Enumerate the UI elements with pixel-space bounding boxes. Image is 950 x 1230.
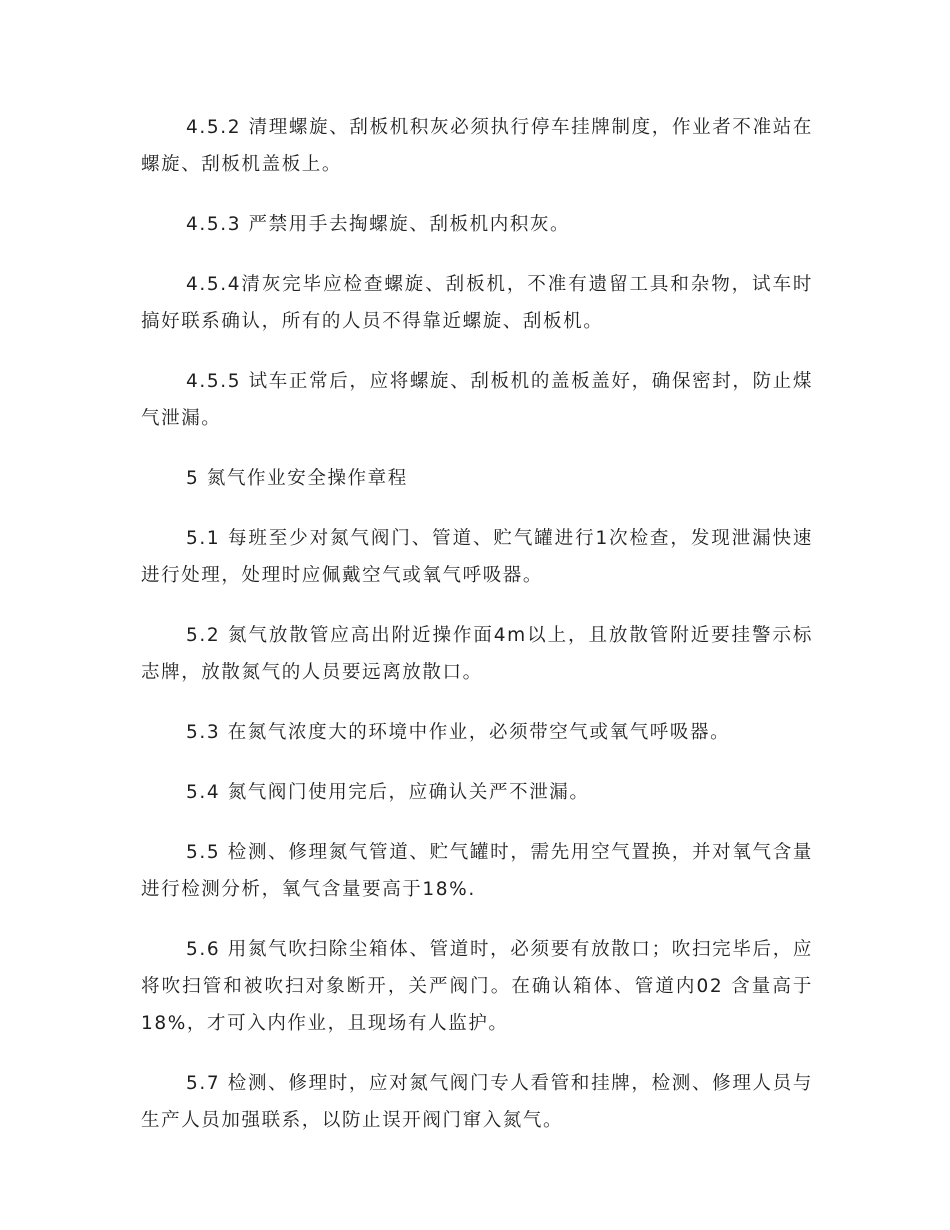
paragraph-4-5-3: 4.5.3 严禁用手去掏螺旋、刮板机内积灰。 bbox=[186, 214, 571, 235]
paragraph-4-5-4: 4.5.4清灰完毕应检查螺旋、刮板机，不准有遗留工具和杂物，试车时搞好联系确认，所有的人员不得靠近螺旋、刮板机。 bbox=[141, 274, 813, 332]
paragraph-5-7: 5.7 检测、修理时，应对氮气阀门专人看管和挂牌，检测、修理人员与生产人员加强联系，以防止误开阀门窜入氮气。 bbox=[141, 1073, 813, 1131]
paragraph-5-6: 5.6 用氮气吹扫除尘箱体、管道时，必须要有放散口；吹扫完毕后，应将吹扫管和被吹扫对象断开，关严阀门。在确认箱体、管道内02 含量高于18%，才可入内作业，且现场有人监护。 bbox=[141, 939, 813, 1034]
paragraph-5-3: 5.3 在氮气浓度大的环境中作业，必须带空气或氧气呼吸器。 bbox=[186, 722, 731, 743]
section-heading-5: 5 氮气作业安全操作章程 bbox=[186, 468, 408, 489]
paragraph-5-5: 5.5 检测、修理氮气管道、贮气罐时，需先用空气置换，并对氧气含量进行检测分析，氧气含量要高于18%. bbox=[141, 842, 813, 900]
paragraph-5-2: 5.2 氮气放散管应高出附近操作面4m以上，且放散管附近要挂警示标志牌，放散氮气的人员要远离放散口。 bbox=[141, 625, 813, 683]
document-body bbox=[141, 109, 813, 1162]
paragraph-4-5-2: 4.5.2 清理螺旋、刮板机积灰必须执行停车挂牌制度，作业者不准站在螺旋、刮板机盖板上。 bbox=[141, 117, 813, 175]
paragraph-5-4: 5.4 氮气阀门使用完后，应确认关严不泄漏。 bbox=[186, 782, 590, 803]
paragraph-4-5-5: 4.5.5 试车正常后，应将螺旋、刮板机的盖板盖好，确保密封，防止煤气泄漏。 bbox=[141, 371, 813, 429]
paragraph-5-1: 5.1 每班至少对氮气阀门、管道、贮气罐进行1次检查，发现泄漏快速进行处理，处理时应佩戴空气或氧气呼吸器。 bbox=[141, 528, 813, 586]
